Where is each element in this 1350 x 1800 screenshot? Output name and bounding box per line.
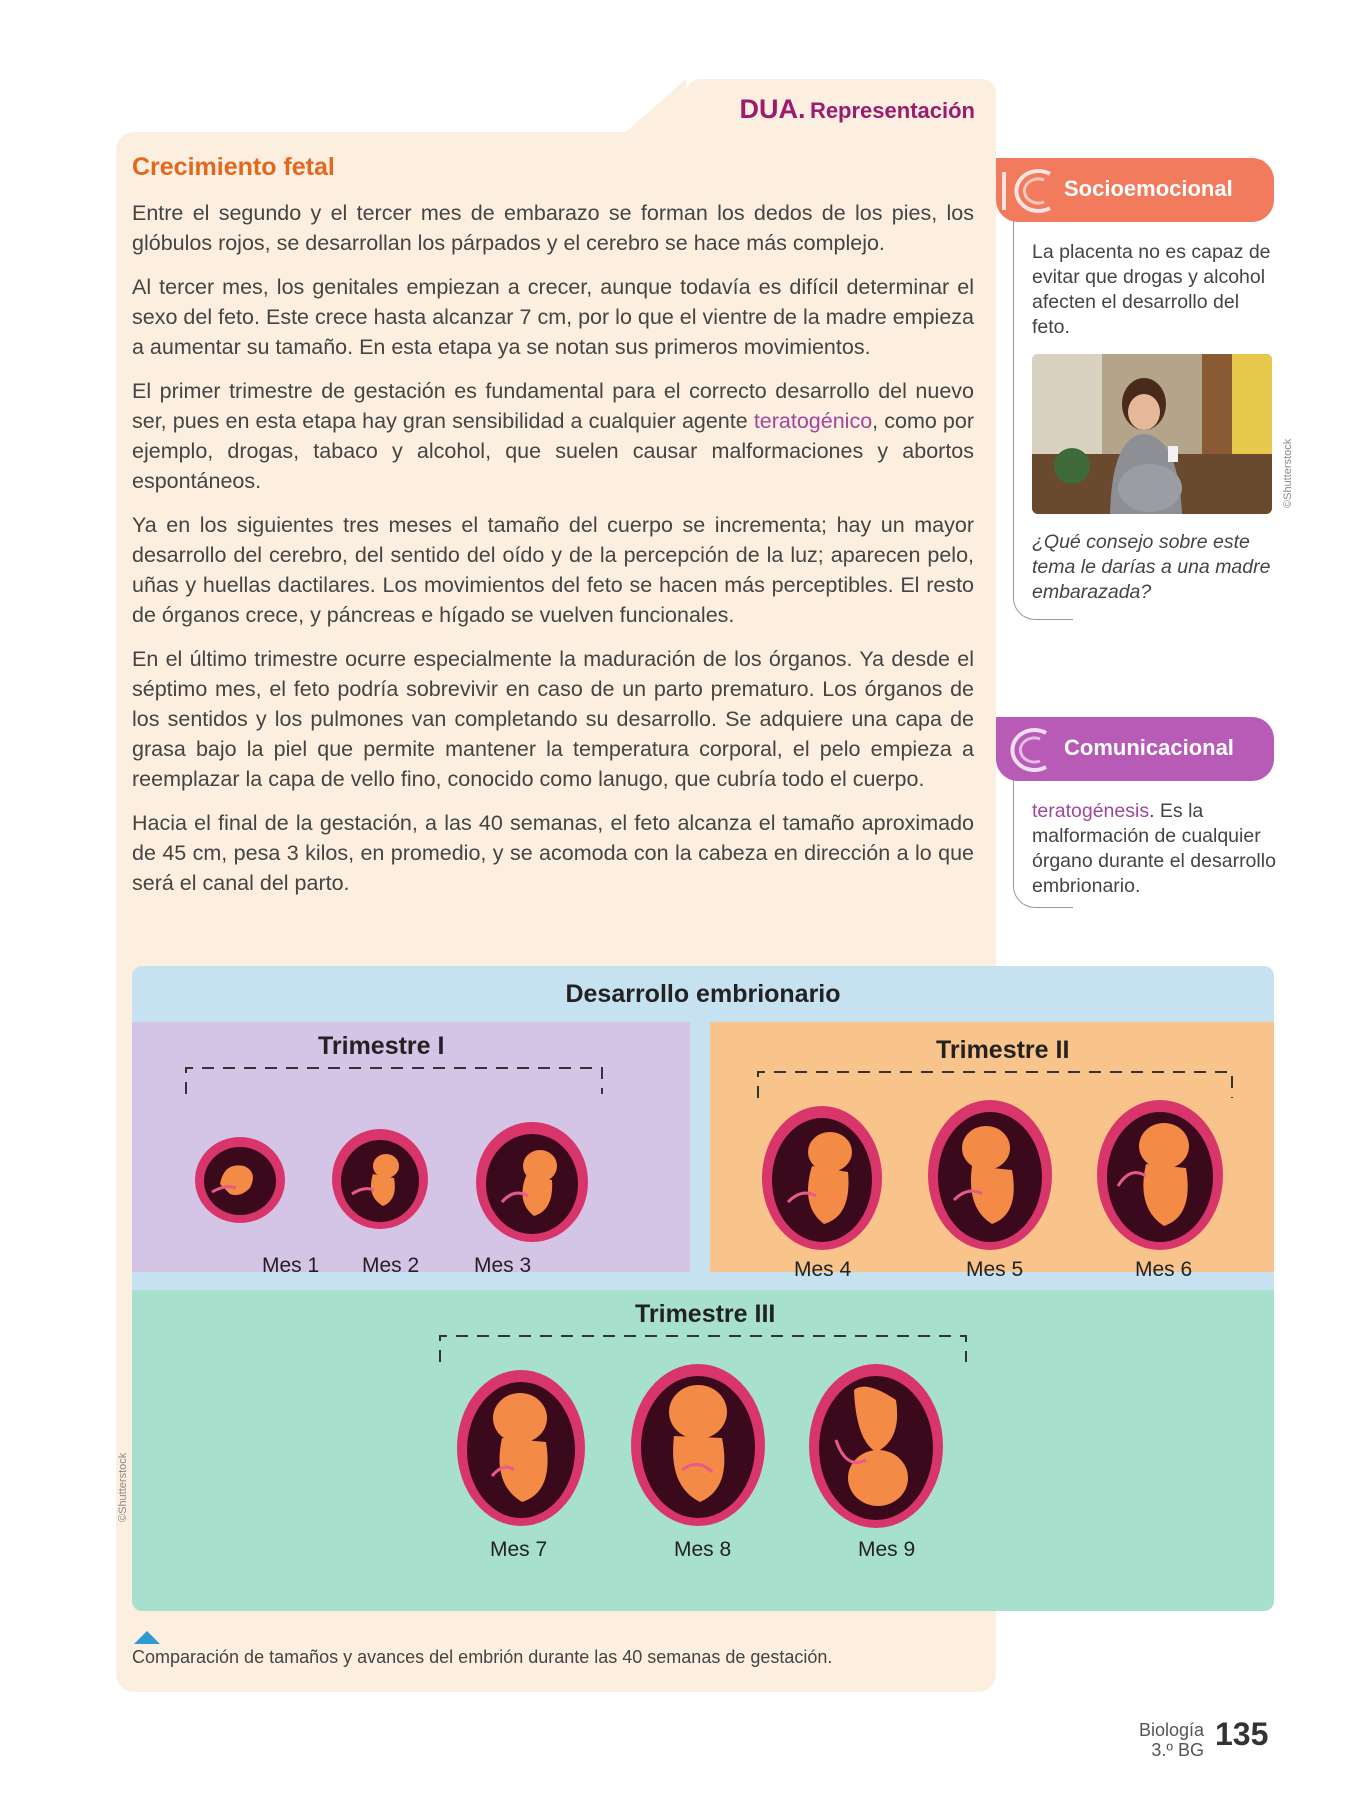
month-label-2: Mes 2 [362, 1254, 420, 1277]
embryo-month-7 [454, 1366, 588, 1530]
embryo-month-8 [628, 1360, 768, 1530]
paragraph-3-start: El primer trimestre de gestación es fundamental para el correcto desarrollo del nuevo ser, pues en esta etapa hay gran sensibilidad a cualquier agente [132, 379, 974, 433]
embryo-month-5 [926, 1096, 1056, 1254]
embryo-month-1 [192, 1132, 292, 1230]
paragraph-2: Al tercer mes, los genitales empiezan a crecer, aunque todavía es difícil determinar el sexo del feto. Este crece hasta alcanzar 7 cm, por lo que el vientre de la madre empieza a aumentar su tamaño. En esta etapa ya se notan sus primeros movimientos. [132, 275, 974, 359]
month-label-5: Mes 5 [966, 1258, 1024, 1281]
body-text [132, 198, 974, 912]
embryo-month-4 [760, 1102, 886, 1254]
comunicacional-header [996, 717, 1274, 781]
comunicacional-title: Comunicacional [1064, 735, 1234, 760]
paragraph-6: Hacia el final de la gestación, a las 40 semanas, el feto alcanza el tamaño aproximado de 45 cm, pesa 3 kilos, en promedio, y se acomoda con la cabeza en dirección a lo que será el canal del parto. [132, 811, 974, 895]
month-label-1: Mes 1 [262, 1254, 320, 1277]
socioemocional-title: Socioemocional [1064, 176, 1233, 201]
term-teratogenesis[interactable]: teratogénesis [1032, 800, 1150, 822]
trimester-3-title: Trimestre III [635, 1300, 776, 1328]
diagram-credit: ©Shutterstock [117, 1452, 129, 1522]
diagram-caption: Comparación de tamaños y avances del embrión durante las 40 semanas de gestación. [132, 1647, 833, 1667]
dua-label [735, 94, 975, 125]
photo-credit: ©Shutterstock [1282, 438, 1294, 508]
footer-subject-name: Biología [1138, 1720, 1204, 1740]
paragraph-3 [132, 376, 974, 496]
footer-subject [1120, 1720, 1204, 1760]
socio-question: ¿Qué consejo sobre este tema le darías a una madre embarazada? [1032, 531, 1271, 603]
footer-grade: 3.º BG [1151, 1740, 1204, 1760]
paragraph-4: Ya en los siguientes tres meses el tamaño del cuerpo se incrementa; hay un mayor desarrollo del cerebro, del sentido del oído y de la percepción de la luz; aparecen pelo, uñas y huellas dactilares. Los movimientos del feto se hacen más perceptibles. El resto de órganos crece, y páncreas e hígado se vuelven funcionales. [132, 513, 974, 627]
comu-definition: . Es la malformación de cualquier órgano durante el desarrollo embrionario. [1032, 800, 1276, 897]
page-number: 135 [1215, 1716, 1269, 1752]
trimester-1-title: Trimestre I [318, 1032, 445, 1060]
month-label-3: Mes 3 [474, 1254, 532, 1277]
comunicacional-icon [998, 723, 1060, 775]
dua-rest: Representación [809, 98, 975, 123]
embryo-diagram [132, 966, 1274, 1611]
socio-text: La placenta no es capaz de evitar que drogas y alcohol afecten el desarrollo del feto. [1032, 241, 1271, 338]
trimester-2-title: Trimestre II [936, 1036, 1070, 1064]
comu-text [1032, 799, 1277, 899]
pregnant-woman-photo [1032, 354, 1272, 514]
month-label-6: Mes 6 [1135, 1258, 1193, 1281]
paragraph-1: Entre el segundo y el tercer mes de embarazo se forman los dedos de los pies, los glóbulos rojos, se desarrollan los párpados y el cerebro se hace más complejo. [132, 201, 974, 255]
trimester-1-panel [132, 1022, 690, 1277]
month-label-4: Mes 4 [794, 1258, 852, 1281]
month-label-8: Mes 8 [674, 1538, 732, 1561]
embryo-month-9 [806, 1360, 946, 1532]
dua-bold: DUA. [739, 94, 806, 124]
month-label-7: Mes 7 [490, 1538, 548, 1561]
trimester-3-panel [132, 1290, 1274, 1611]
paragraph-5: En el último trimestre ocurre especialmente la maduración de los órganos. Ya desde el séptimo mes, el feto podría sobrevivir en caso de un parto prematuro. Los órganos de los sentidos y los pulmones van completando su desarrollo. Se adquiere una capa de grasa bajo la piel que permite mantener la temperatura corporal, el pelo empieza a reemplazar la capa de vello fino, conocido como lanugo, que cubría todo el cuerpo. [132, 647, 974, 791]
paragraph-3-end: , como por ejemplo, drogas, tabaco y alcohol, que suelen causar malformaciones y abortos espontáneos. [132, 409, 974, 493]
socioemocional-icon [998, 164, 1060, 216]
socioemocional-header [996, 158, 1274, 222]
trimester-2-panel [710, 1022, 1274, 1281]
trimester-1-bracket [184, 1066, 604, 1096]
term-teratogenico[interactable]: teratogénico [753, 409, 873, 433]
caption-triangle-icon [134, 1631, 160, 1644]
panel-notch [626, 79, 686, 132]
diagram-title: Desarrollo embrionario [565, 980, 841, 1008]
month-label-9: Mes 9 [858, 1538, 916, 1561]
embryo-month-2 [328, 1124, 436, 1236]
embryo-month-3 [472, 1118, 596, 1248]
section-title: Crecimiento fetal [132, 153, 335, 181]
embryo-month-6 [1094, 1096, 1226, 1254]
